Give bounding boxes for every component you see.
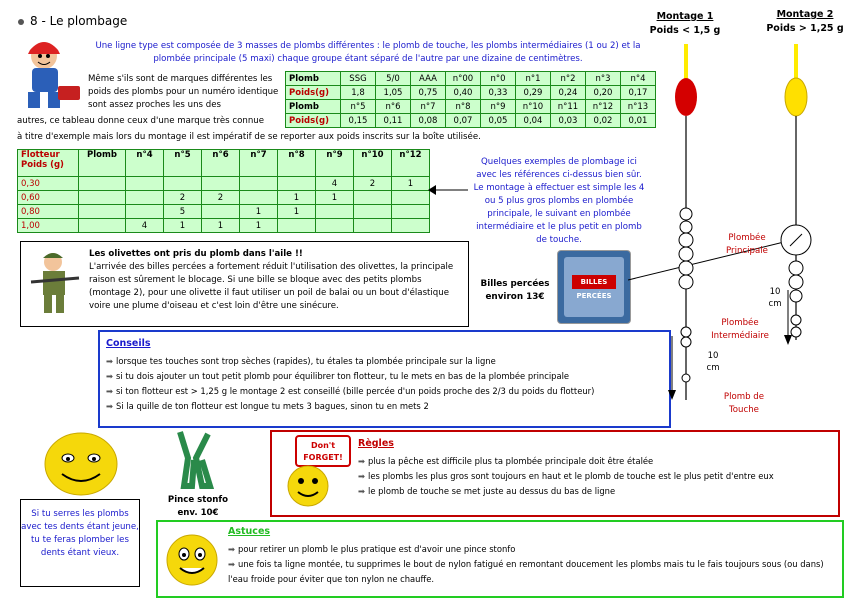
table-cell: n°13 <box>621 100 656 114</box>
split-shot <box>789 261 803 275</box>
table-cell: 1,05 <box>376 86 411 100</box>
table-cell: 1 <box>278 191 316 205</box>
table-cell: 0,15 <box>341 114 376 128</box>
list-item-text: le plomb de touche se met juste au dessus du bas de ligne <box>368 486 616 496</box>
smiley-note <box>20 499 140 587</box>
list-item-text: si tu dois ajouter un tout petit plomb pour équilibrer ton flotteur, tu le mets en bas de la plombée principale <box>116 371 570 381</box>
split-shot <box>679 275 693 289</box>
table-cell: 1 <box>240 219 278 233</box>
table-cell: 0,03 <box>551 114 586 128</box>
table-header: n°6 <box>202 150 240 177</box>
table-cell: AAA <box>411 72 446 86</box>
list-item <box>228 557 838 587</box>
table-row <box>18 205 430 219</box>
astuces-list <box>228 542 838 587</box>
table-label: Poids(g) <box>286 86 341 100</box>
weights-table <box>285 71 656 128</box>
weights-row-2 <box>286 86 656 100</box>
table-cell: 0,01 <box>621 114 656 128</box>
table-cell: n°11 <box>551 100 586 114</box>
billes-box-text: BILLES PERCÉES <box>572 275 616 289</box>
table-cell <box>79 205 126 219</box>
table-cell: n°7 <box>411 100 446 114</box>
list-item <box>228 542 838 557</box>
list-item-text: si ton flotteur est > 1,25 g le montage 2 est conseillé (bille percée d'un poids proche des 2/3 du poids du flotteur) <box>116 386 595 396</box>
table-cell <box>79 219 126 233</box>
list-item-text: plus la pêche est difficile plus ta plombée principale doit être étalée <box>368 456 654 466</box>
table-cell <box>240 191 278 205</box>
table-cell <box>126 177 164 191</box>
astuces-title: Astuces <box>228 526 271 537</box>
split-shot <box>679 247 693 261</box>
arrow-left-icon <box>428 184 468 196</box>
table-cell: n°8 <box>446 100 481 114</box>
table-cell <box>392 191 430 205</box>
arrow-right-icon: ➡ <box>358 471 366 481</box>
table-cell <box>202 177 240 191</box>
label-plombee-principale: Plombée Principale <box>726 233 768 256</box>
table-cell: 2 <box>354 177 392 191</box>
table-cell: 0,07 <box>446 114 481 128</box>
table-cell: 0,60 <box>18 191 79 205</box>
list-item-text: les plombs les plus gros sont toujours en haut et le plomb de touche est le plus petit d'entre eux <box>368 471 774 481</box>
table-cell: n°00 <box>446 72 481 86</box>
fisherman-illustration <box>14 34 84 114</box>
table-header: n°4 <box>126 150 164 177</box>
regles-list <box>358 454 774 499</box>
table-cell: 1 <box>164 219 202 233</box>
label-10cm: 10 cm <box>768 287 782 309</box>
arrow-right-icon: ➡ <box>358 456 366 466</box>
table-cell: 0,17 <box>621 86 656 100</box>
arrow-right-icon: ➡ <box>106 356 114 366</box>
table-header: n°8 <box>278 150 316 177</box>
label-plombee-intermediaire: Plombée Intermédiaire <box>711 318 769 341</box>
intro-text-1: Même s'ils sont de marques différentes les poids des plombs pour un numéro identique sont assez proches les uns des <box>88 74 279 110</box>
table-cell: 1 <box>392 177 430 191</box>
split-shot <box>680 221 692 233</box>
table-cell: n°4 <box>621 72 656 86</box>
table-cell: 1 <box>240 205 278 219</box>
table-cell: 1 <box>202 219 240 233</box>
list-item-text: une fois ta ligne montée, tu supprimes le bout de nylon fatigué en remontant doucement les plombs mais tu le fais toujours sous (ou dans) l'eau froide pour éviter que ton nylon ne chauffe. <box>228 559 824 584</box>
list-item-text: lorsque tes touches sont trop sèches (rapides), tu étales ta plombée principale sur la ligne <box>116 356 496 366</box>
intro-text-3: à titre d'exemple mais lors du montage il est impératif de se reporter aux poids inscrits sur la boîte utilisée. <box>17 132 481 142</box>
table-cell: n°9 <box>481 100 516 114</box>
billes-label: Billes percées environ 13€ <box>480 279 550 302</box>
split-shot <box>789 275 803 289</box>
smiley-icon <box>38 432 124 496</box>
table-header: Flotteur Poids (g) <box>18 150 79 177</box>
table-cell: 0,75 <box>411 86 446 100</box>
table-cell <box>202 205 240 219</box>
bullet-icon <box>18 19 24 25</box>
table-cell: 0,11 <box>376 114 411 128</box>
table-row <box>18 191 430 205</box>
arrow-right-icon: ➡ <box>106 401 114 411</box>
split-shot <box>680 208 692 220</box>
weights-row-1 <box>286 72 656 86</box>
examples-table <box>17 149 430 233</box>
list-item <box>358 469 774 484</box>
montage-1-weight: Poids < 1,5 g <box>649 25 721 36</box>
split-shot <box>791 327 801 337</box>
table-cell: 0,29 <box>516 86 551 100</box>
table-header: n°9 <box>316 150 354 177</box>
page-title <box>18 14 127 28</box>
table-cell <box>354 219 392 233</box>
intro-text-2: autres, ce tableau donne ceux d'une marque très connue <box>17 116 264 126</box>
table-cell: 4 <box>316 177 354 191</box>
table-cell <box>278 219 316 233</box>
conseils-list <box>106 354 594 414</box>
table-cell: 0,24 <box>551 86 586 100</box>
table-header: Plomb <box>79 150 126 177</box>
split-shot <box>682 374 690 382</box>
label-10cm: 10 cm <box>706 351 720 373</box>
float-2-antenna <box>794 44 798 80</box>
table-cell: 2 <box>164 191 202 205</box>
table-cell: 0,20 <box>586 86 621 100</box>
table-cell <box>316 219 354 233</box>
table-header: n°5 <box>164 150 202 177</box>
olivettes-heading: Les olivettes ont pris du plomb dans l'aile !! <box>89 249 303 259</box>
table-cell: 1 <box>316 191 354 205</box>
table-row <box>18 177 430 191</box>
title-text: 8 - Le plombage <box>30 14 128 28</box>
table-cell: 0,04 <box>516 114 551 128</box>
table-cell <box>392 219 430 233</box>
table-cell: 1,8 <box>341 86 376 100</box>
weights-row-3 <box>286 100 656 114</box>
list-item <box>358 484 774 499</box>
list-item <box>106 399 594 414</box>
table-cell: n°12 <box>586 100 621 114</box>
table-label: Plomb <box>286 100 341 114</box>
regles-box <box>270 430 840 517</box>
table-cell <box>354 205 392 219</box>
arrow-down-icon <box>784 335 792 345</box>
weights-row-4 <box>286 114 656 128</box>
table-header: n°12 <box>392 150 430 177</box>
arrow-right-icon: ➡ <box>358 486 366 496</box>
smiley-note-text: Si tu serres les plombs avec tes dents étant jeune, tu te feras plomber les dents étant vieux. <box>21 509 139 558</box>
table-cell: 0,30 <box>18 177 79 191</box>
table-cell: 0,40 <box>446 86 481 100</box>
arrow-right-icon: ➡ <box>106 386 114 396</box>
table-cell: 2 <box>202 191 240 205</box>
conseils-title: Conseils <box>106 338 151 349</box>
arrow-right-icon: ➡ <box>228 544 236 554</box>
table-cell: 5/0 <box>376 72 411 86</box>
table-cell <box>240 177 278 191</box>
split-shot <box>681 337 691 347</box>
olivettes-text <box>89 248 459 313</box>
olivettes-box <box>20 241 469 327</box>
examples-note: Quelques exemples de plombage ici avec les références ci-dessus bien sûr. Le montage à effectuer est simple les 4 ou 5 plus gros plombs en plombée principale, le suivant en plombée intermédiaire et le plus petit en plomb de touche. <box>473 157 645 245</box>
montage-2-weight: Poids > 1,25 g <box>766 23 844 34</box>
float-2-body <box>785 78 807 116</box>
float-1-body <box>675 78 697 116</box>
float-1-antenna <box>684 44 688 80</box>
table-cell <box>126 205 164 219</box>
table-cell <box>278 177 316 191</box>
table-label: Plomb <box>286 72 341 86</box>
table-cell <box>354 191 392 205</box>
table-cell <box>316 205 354 219</box>
olivettes-body: L'arrivée des billes percées a fortement réduit l'utilisation des olivettes, la principale raison est sûrement le blocage. Si une bille se bloque avec des petits plombs (montage 2), pour une olivette il faut utiliser un poil de balai ou un bout d'élastique voire une plume d'oiseau et c'est loin d'être une sinécure. <box>89 262 454 311</box>
table-header: n°10 <box>354 150 392 177</box>
table-cell: n°6 <box>376 100 411 114</box>
table-cell: 4 <box>126 219 164 233</box>
table-cell: 0,02 <box>586 114 621 128</box>
table-cell: n°10 <box>516 100 551 114</box>
montage-2-title: Montage 2 <box>776 9 834 20</box>
table-header: n°7 <box>240 150 278 177</box>
svg-text:FORGET!: FORGET! <box>303 453 343 462</box>
table-cell: 1 <box>278 205 316 219</box>
list-item <box>106 384 594 399</box>
table-label: Poids(g) <box>286 114 341 128</box>
list-item <box>358 454 774 469</box>
table-cell: n°0 <box>481 72 516 86</box>
examples-header-row <box>18 150 430 177</box>
split-shot <box>681 327 691 337</box>
regles-title: Règles <box>358 438 394 449</box>
table-cell <box>79 191 126 205</box>
montage-1-header <box>640 10 730 38</box>
conseils-box <box>98 330 671 428</box>
pince-label: Pince stonfo env. 10€ <box>167 495 229 518</box>
table-cell: 5 <box>164 205 202 219</box>
table-row <box>18 219 430 233</box>
split-shot <box>790 290 802 302</box>
table-cell: SSG <box>341 72 376 86</box>
table-cell: n°1 <box>516 72 551 86</box>
list-item <box>106 354 594 369</box>
intro-blue-text: Une ligne type est composée de 3 masses de plombs différentes : le plomb de touche, les plombs intermédiaires (1 ou 2) et la plombée principale (5 maxi) chaque groupe étant séparé de l'autre par une dizaine de centimètres. <box>95 41 641 64</box>
table-cell: n°2 <box>551 72 586 86</box>
table-cell: n°5 <box>341 100 376 114</box>
split-shot <box>679 233 693 247</box>
table-cell <box>126 191 164 205</box>
table-cell: 0,05 <box>481 114 516 128</box>
label-plomb-touche: Plomb de Touche <box>723 392 765 415</box>
list-item-text: Si la quille de ton flotteur est longue tu mets 3 bagues, sinon tu en mets 2 <box>116 401 429 411</box>
montage-2-header <box>760 8 850 36</box>
table-cell: 0,80 <box>18 205 79 219</box>
list-item <box>106 369 594 384</box>
list-item-text: pour retirer un plomb le plus pratique est d'avoir une pince stonfo <box>238 544 516 554</box>
split-shot <box>791 315 801 325</box>
table-cell: 1,00 <box>18 219 79 233</box>
arrow-right-icon: ➡ <box>106 371 114 381</box>
arrow-down-icon <box>668 390 676 400</box>
split-shot <box>679 261 693 275</box>
table-cell <box>79 177 126 191</box>
table-cell <box>164 177 202 191</box>
astuces-box <box>156 520 844 598</box>
arrow-right-icon: ➡ <box>228 559 236 569</box>
pliers-icon <box>162 428 222 490</box>
soldier-illustration <box>27 248 85 318</box>
table-cell: 0,33 <box>481 86 516 100</box>
table-cell: n°3 <box>586 72 621 86</box>
billes-box-image <box>557 250 631 324</box>
dont-forget-icon <box>276 434 354 510</box>
montage-1-title: Montage 1 <box>656 11 714 22</box>
table-cell <box>392 205 430 219</box>
smiley-icon <box>164 528 220 588</box>
table-cell: 0,08 <box>411 114 446 128</box>
svg-text:Don't: Don't <box>310 441 336 450</box>
